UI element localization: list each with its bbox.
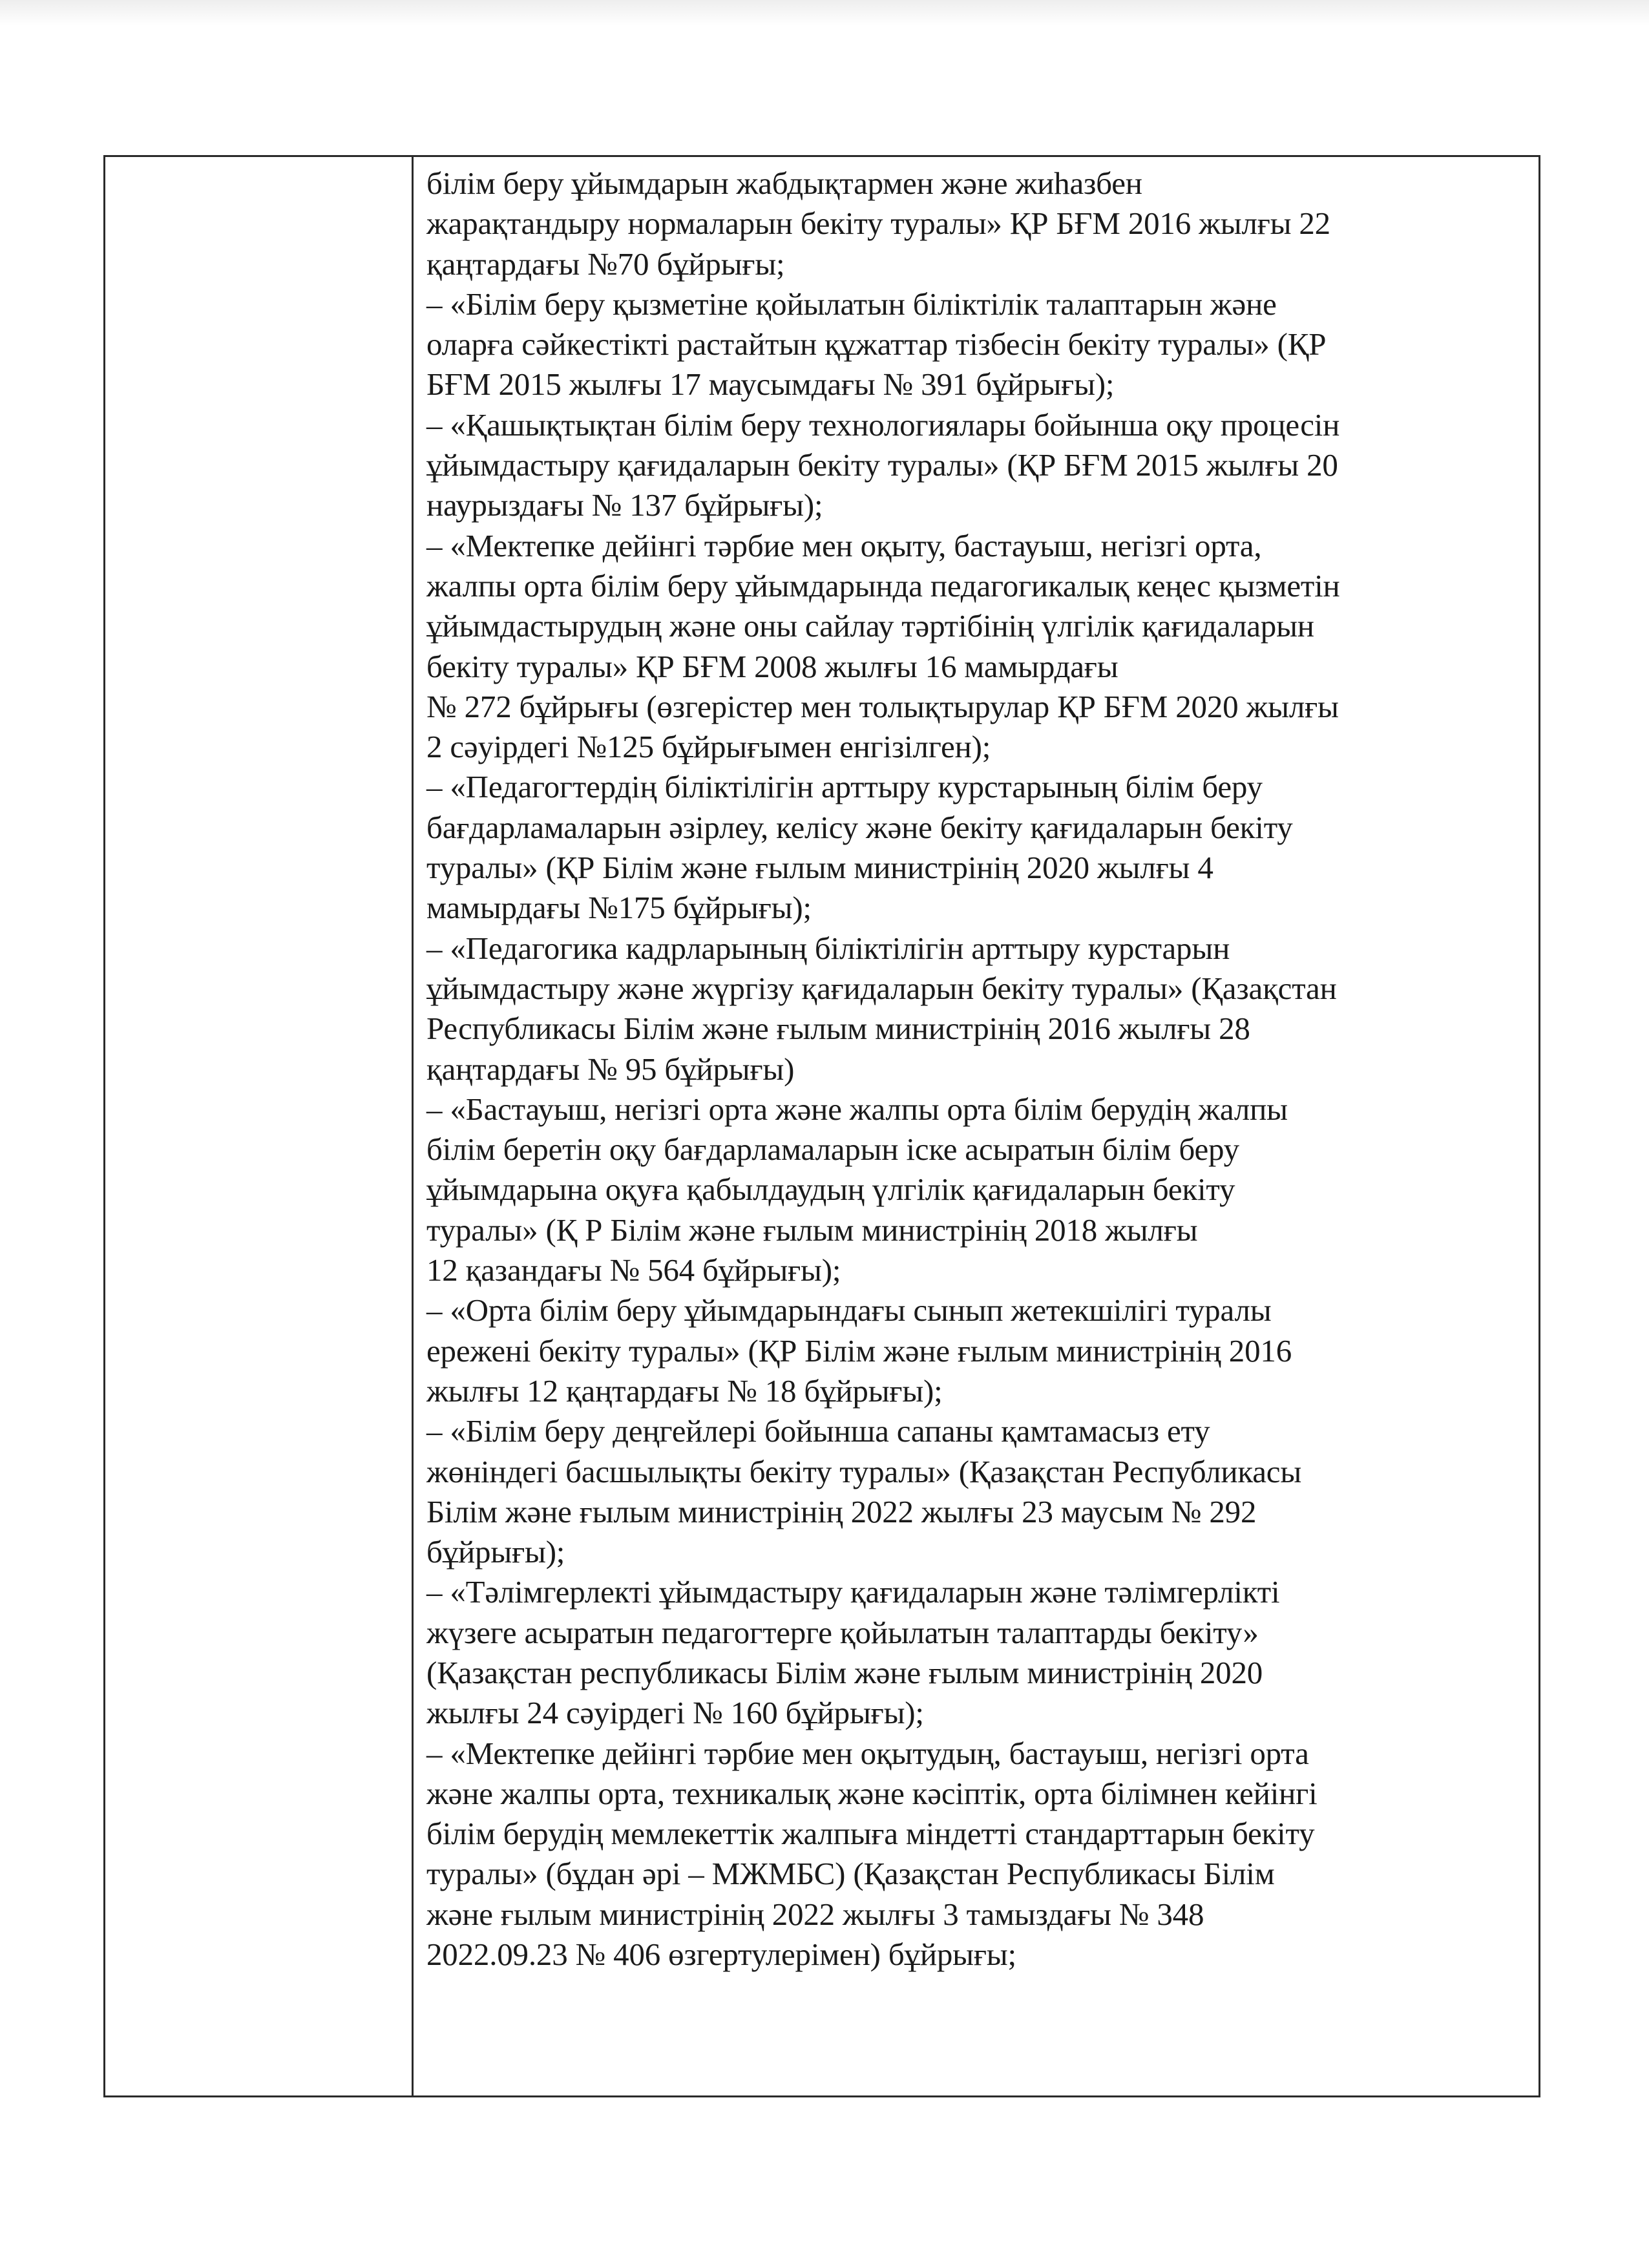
table-left-column bbox=[105, 157, 414, 2095]
text-line: (Қазақстан республикасы Білім және ғылым министрінің 2020 bbox=[426, 1654, 1263, 1690]
text-line: ұйымдастыру және жүргізу қағидаларын бекіту туралы» (Қазақстан bbox=[426, 970, 1337, 1006]
text-line: БҒМ 2015 жылғы 17 маусымдағы № 391 бұйрығы); bbox=[426, 366, 1115, 403]
text-line: ұйымдастыру қағидаларын бекіту туралы» (ҚР БҒМ 2015 жылғы 20 bbox=[426, 447, 1338, 483]
text-line: және ғылым министрінің 2022 жылғы 3 тамыздағы № 348 bbox=[426, 1896, 1204, 1932]
text-line: – «Мектепке дейінгі тәрбие мен оқытудың, бастауыш, негізгі орта bbox=[426, 1735, 1309, 1771]
text-line: – «Тәлімгерлекті ұйымдастыру қағидаларын және тәлімгерлікті bbox=[426, 1574, 1280, 1610]
text-line: мамырдағы №175 бұйрығы); bbox=[426, 890, 812, 926]
text-line: 2022.09.23 № 406 өзгертулерімен) бұйрығы; bbox=[426, 1937, 1016, 1973]
text-line: туралы» (Қ Р Білім және ғылым министрінің 2018 жылғы bbox=[426, 1212, 1198, 1248]
text-line: жарақтандыру нормаларын бекіту туралы» ҚР БҒМ 2016 жылғы 22 bbox=[426, 205, 1330, 242]
scan-edge-shadow bbox=[0, 0, 1649, 26]
text-line: – «Бастауыш, негізгі орта және жалпы орта білім берудің жалпы bbox=[426, 1091, 1288, 1127]
text-line: қаңтардағы №70 бұйрығы; bbox=[426, 246, 785, 282]
text-line: – «Қашықтықтан білім беру технологиялары бойынша оқу процесін bbox=[426, 406, 1340, 443]
text-line: ұйымдарына оқуға қабылдаудың үлгілік қағидаларын бекіту bbox=[426, 1171, 1235, 1208]
text-line: және жалпы орта, техникалық және кәсіптік, орта білімнен кейінгі bbox=[426, 1775, 1318, 1811]
text-line: бекіту туралы» ҚР БҒМ 2008 жылғы 16 мамырдағы bbox=[426, 648, 1119, 684]
text-line: білім беретін оқу бағдарламаларын іске асыратын білім беру bbox=[426, 1131, 1239, 1168]
text-line: қаңтардағы № 95 бұйрығы) bbox=[426, 1051, 795, 1087]
text-line: – «Педагогтердің біліктілігін арттыру курстарының білім беру bbox=[426, 769, 1263, 805]
text-line: жалпы орта білім беру ұйымдарында педагогикалық кеңес қызметін bbox=[426, 567, 1340, 604]
text-line: Республикасы Білім және ғылым министрінің 2016 жылғы 28 bbox=[426, 1011, 1250, 1047]
table-right-column bbox=[414, 157, 1539, 2095]
text-line: – «Білім беру деңгейлері бойынша сапаны қамтамасыз ету bbox=[426, 1413, 1210, 1449]
text-line: ұйымдастырудың және оны сайлау тәртібінің үлгілік қағидаларын bbox=[426, 608, 1314, 644]
text-line: бұйрығы); bbox=[426, 1534, 565, 1570]
text-line: ережені бекіту туралы» (ҚР Білім және ғылым министрінің 2016 bbox=[426, 1332, 1292, 1369]
text-line: жүзеге асыратын педагогтерге қойылатын талаптарды бекіту» bbox=[426, 1614, 1259, 1650]
text-line: наурыздағы № 137 бұйрығы); bbox=[426, 487, 823, 523]
text-line: жылғы 12 қаңтардағы № 18 бұйрығы); bbox=[426, 1372, 943, 1409]
text-line: жөніндегі басшылықты бекіту туралы» (Қазақстан Республикасы bbox=[426, 1453, 1302, 1489]
text-line: – «Педагогика кадрларының біліктілігін арттыру курстарын bbox=[426, 930, 1230, 966]
text-line: – «Мектепке дейінгі тәрбие мен оқыту, бастауыш, негізгі орта, bbox=[426, 527, 1262, 563]
text-line: туралы» (ҚР Білім және ғылым министрінің 2020 жылғы 4 bbox=[426, 850, 1213, 886]
text-line: оларға сәйкестікті растайтын құжаттар тізбесін бекіту туралы» (ҚР bbox=[426, 326, 1327, 362]
text-line: – «Білім беру қызметіне қойылатын біліктілік талаптарын және bbox=[426, 286, 1277, 322]
text-line: білім беру ұйымдарын жабдықтармен және жиһазбен bbox=[426, 165, 1142, 201]
text-line: Білім және ғылым министрінің 2022 жылғы 23 маусым № 292 bbox=[426, 1493, 1257, 1529]
text-line: 2 сәуірдегі №125 бұйрығымен енгізілген); bbox=[426, 729, 991, 765]
text-line: – «Орта білім беру ұйымдарындағы сынып жетекшілігі туралы bbox=[426, 1292, 1272, 1328]
text-line: 12 қазандағы № 564 бұйрығы); bbox=[426, 1252, 841, 1288]
document-table bbox=[103, 155, 1540, 2097]
text-line: білім берудің мемлекеттік жалпыға міндетті стандарттарын бекіту bbox=[426, 1816, 1315, 1852]
text-line: туралы» (бұдан әрі – МЖМБС) (Қазақстан Республикасы Білім bbox=[426, 1856, 1275, 1892]
text-line: бағдарламаларын әзірлеу, келісу және бекіту қағидаларын бекіту bbox=[426, 809, 1293, 845]
text-line: № 272 бұйрығы (өзгерістер мен толықтырулар ҚР БҒМ 2020 жылғы bbox=[426, 688, 1339, 724]
text-line: жылғы 24 сәуірдегі № 160 бұйрығы); bbox=[426, 1695, 924, 1731]
